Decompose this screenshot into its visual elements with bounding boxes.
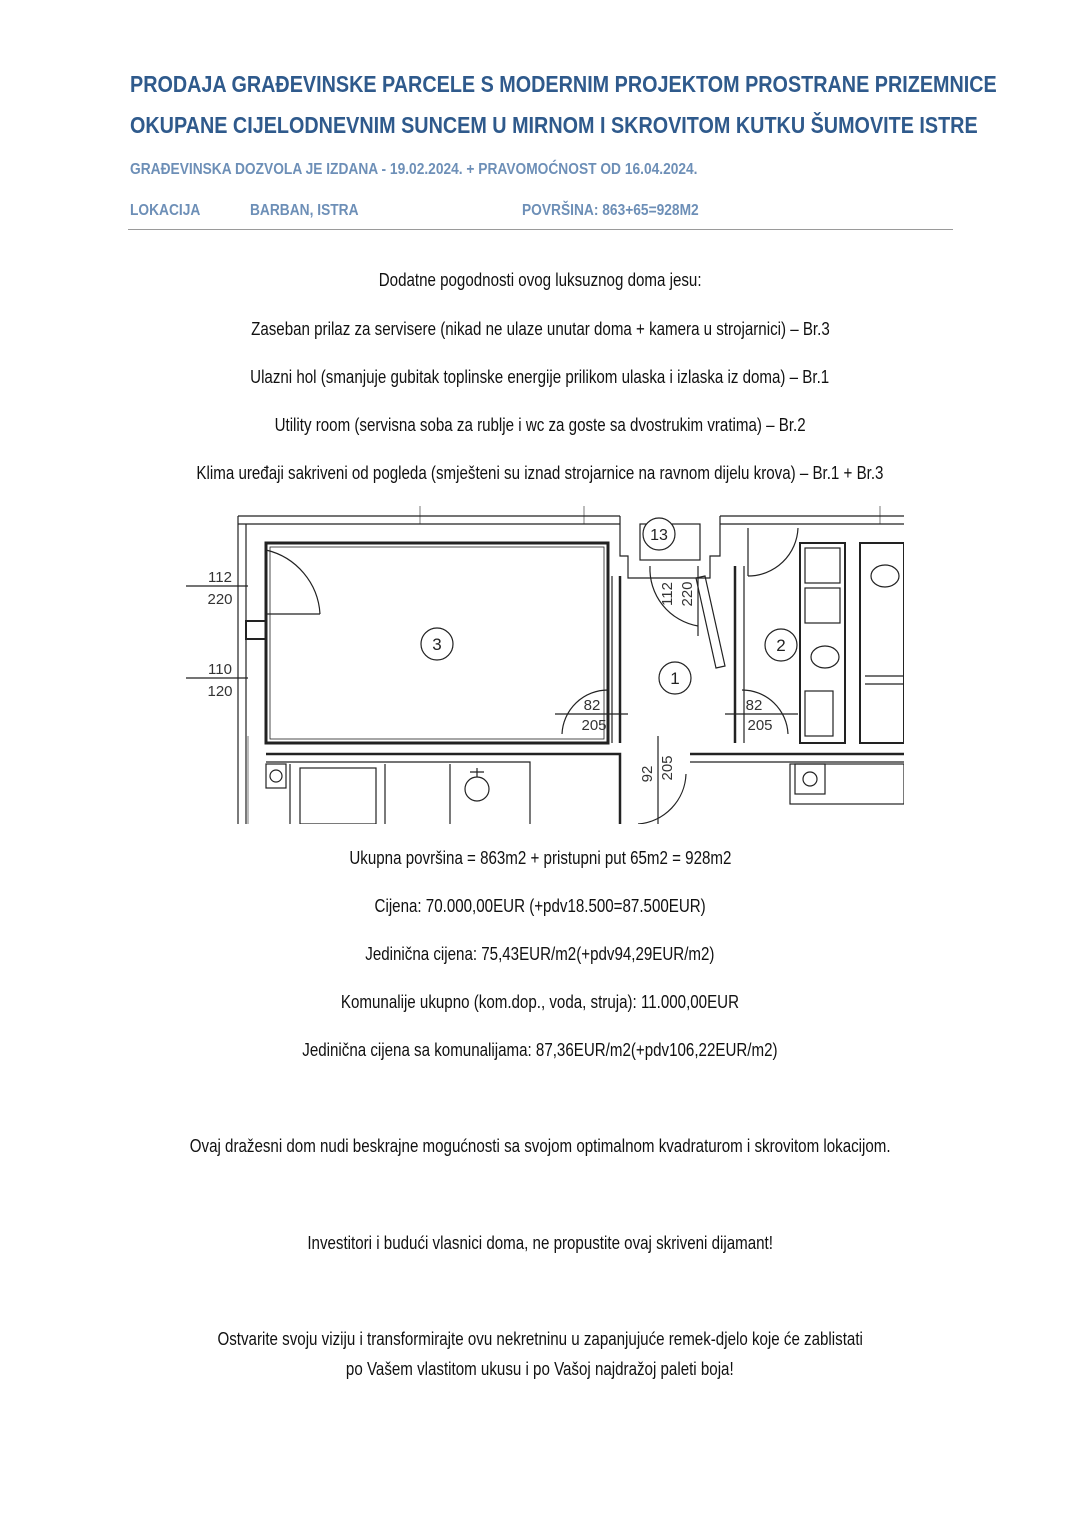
dim-label: 110 (208, 661, 232, 678)
room-13-label: 13 (650, 527, 668, 544)
sink (270, 770, 282, 782)
benefits-intro: Dodatne pogodnosti ovog luksuznog doma jesu: (378, 270, 702, 290)
area-info: POVRŠINA: 863+65=928M2 (522, 202, 699, 219)
header-divider (128, 229, 953, 230)
bottom-wall (266, 754, 620, 824)
room-2-wall (800, 543, 845, 743)
page-title-line-2: OKUPANE CIJELODNEVNIM SUNCEM U MIRNOM I SKROVITOM KUTKU ŠUMOVITE ISTRE (130, 112, 978, 138)
dim-label: 205 (581, 717, 607, 734)
dim-label: 112 (208, 569, 232, 586)
dim-label: 82 (745, 697, 763, 714)
benefit-item: Utility room (servisna soba za rublje i wc za goste sa dvostrukim vratima) – Br.2 (274, 415, 806, 435)
door-leaf (696, 576, 725, 668)
room-1-label: 1 (670, 669, 680, 688)
dim-label: 205 (747, 717, 773, 734)
wall-niche (246, 621, 266, 639)
toilet (811, 646, 839, 668)
permit-info: GRAĐEVINSKA DOZVOLA JE IZDANA - 19.02.2024. + PRAVOMOĆNOST OD 16.04.2024. (130, 161, 698, 178)
location-value: BARBAN, ISTRA (250, 202, 359, 219)
fixture (805, 588, 840, 623)
benefit-item: Klima uređaji sakriveni od pogleda (smješteni su iznad strojarnice na ravnom dijelu krova) – Br.1 + Br.3 (196, 463, 884, 483)
dim-label: 205 (659, 755, 676, 781)
counter (290, 764, 450, 824)
dim-label: 92 (639, 765, 656, 783)
room-2-label: 2 (776, 636, 786, 655)
floor-plan (180, 506, 904, 824)
price: Cijena: 70.000,00EUR (+pdv18.500=87.500EUR) (374, 896, 706, 916)
benefit-item: Zaseban prilaz za servisere (nikad ne ulaze unutar doma + kamera u strojarnici) – Br.3 (250, 319, 830, 339)
neighbour-wall (860, 543, 904, 743)
room-3-label: 3 (432, 635, 442, 654)
door-swing (266, 550, 320, 614)
closing-paragraph-1: Ovaj dražesni dom nudi beskrajne mogućnosti sa svojom optimalnom kvadraturom i skrovitom lokacijom. (189, 1136, 891, 1156)
total-area: Ukupna površina = 863m2 + pristupni put 65m2 = 928m2 (348, 848, 732, 868)
closing-paragraph-2: Investitori i budući vlasnici doma, ne propustite ovaj skriveni dijamant! (307, 1233, 773, 1253)
sink (803, 772, 817, 786)
counter (795, 764, 825, 794)
location-label: LOKACIJA (130, 202, 201, 219)
dim-label: 220 (679, 581, 696, 607)
closing-paragraph-3-line-1: Ostvarite svoju viziju i transformirajte ovu nekretninu u zapanjujuće remek-djelo koje će zablistati (217, 1329, 863, 1349)
bottom-wall (266, 762, 530, 824)
counter (300, 768, 376, 824)
counter (790, 764, 904, 804)
closing-paragraph-3-line-2: po Vašem vlastitom ukusu i po Vašoj najdražoj paleti boja! (346, 1359, 734, 1379)
utilities-cost: Komunalije ukupno (kom.dop., voda, struja): 11.000,00EUR (340, 992, 740, 1012)
dim-label: 112 (659, 582, 676, 606)
hob (470, 768, 484, 777)
dim-label: 120 (207, 683, 233, 700)
page-title-line-1: PRODAJA GRAĐEVINSKE PARCELE S MODERNIM PROJEKTOM PROSTRANE PRIZEMNICE (130, 71, 997, 97)
hob (465, 777, 489, 801)
door-swing (748, 528, 798, 576)
counter (266, 764, 286, 788)
dim-label: 220 (207, 591, 233, 608)
unit-price: Jedinična cijena: 75,43EUR/m2(+pdv94,29EUR/m2) (365, 944, 715, 964)
benefit-item: Ulazni hol (smanjuje gubitak toplinske energije prilikom ulaska i izlaska iz doma) – Br.1 (250, 367, 830, 387)
toilet (871, 565, 899, 587)
fixture (805, 548, 840, 583)
unit-price-utilities: Jedinična cijena sa komunalijama: 87,36EUR/m2(+pdv106,22EUR/m2) (302, 1040, 778, 1060)
dim-label: 82 (583, 697, 601, 714)
fixture (805, 691, 833, 736)
